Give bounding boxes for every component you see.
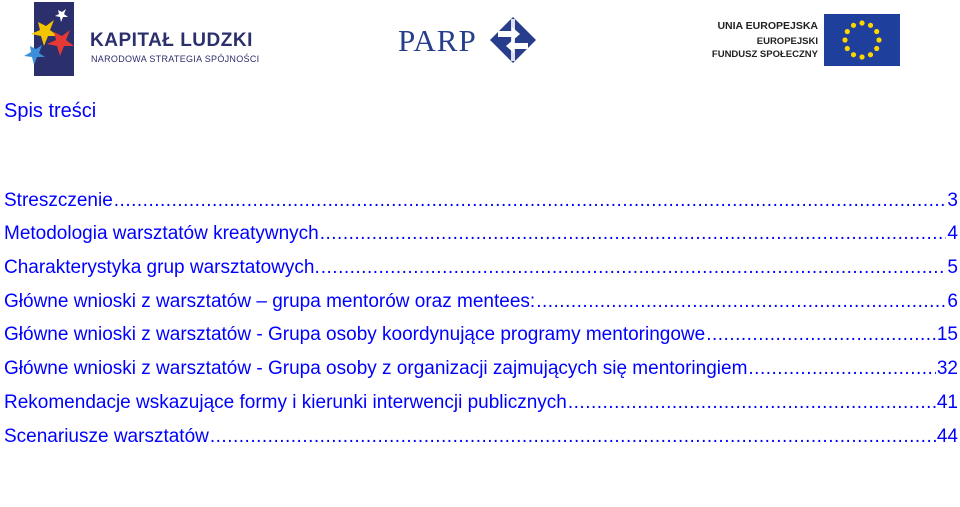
eu-line2: EUROPEJSKI (756, 36, 818, 47)
table-of-contents (4, 178, 958, 448)
eu-flag-icon (824, 14, 900, 66)
toc-entry-page[interactable]: 32 (936, 358, 958, 380)
kapital-ludzki-emblem-icon (24, 2, 86, 78)
page-header (0, 0, 960, 80)
toc-heading: Spis treści (4, 100, 97, 122)
kapital-ludzki-subtitle: NARODOWA STRATEGIA SPÓJNOŚCI (91, 54, 260, 64)
toc-leader-dots (210, 426, 936, 448)
toc-leader-dots (320, 223, 947, 245)
eu-line3: FUNDUSZ SPOŁECZNY (711, 49, 818, 60)
toc-leader-dots (321, 257, 947, 279)
toc-entry[interactable] (4, 414, 958, 448)
toc-leader-dots (706, 324, 936, 346)
toc-entry-page[interactable]: 44 (936, 425, 958, 447)
toc-entry-title[interactable]: Główne wnioski z warsztatów - Grupa osoby koordynujące programy mentoringowe (4, 324, 706, 346)
toc-entry-title[interactable]: Metodologia warsztatów kreatywnych (4, 223, 319, 245)
toc-leader-dots (568, 392, 936, 414)
toc-entry-title[interactable]: Streszczenie (4, 189, 113, 211)
toc-leader-dots (748, 358, 935, 380)
toc-entry[interactable] (4, 313, 958, 347)
toc-entry[interactable] (4, 178, 958, 212)
parp-logo (398, 15, 540, 65)
toc-entry-title[interactable]: Scenariusze warsztatów (4, 425, 209, 447)
toc-entry[interactable] (4, 212, 958, 246)
eu-line1: UNIA EUROPEJSKA (717, 20, 818, 32)
toc-entry-page[interactable]: 6 (947, 290, 958, 312)
toc-entry[interactable] (4, 279, 958, 313)
toc-entry-page[interactable]: 3 (947, 189, 958, 211)
toc-leader-dots (114, 190, 947, 212)
toc-entry-page[interactable]: 5 (947, 257, 958, 279)
toc-leader-dots (536, 291, 946, 313)
toc-entry[interactable] (4, 380, 958, 414)
toc-entry[interactable] (4, 245, 958, 279)
toc-entry-title[interactable]: Główne wnioski z warsztatów – grupa mentorów oraz mentees: (4, 290, 536, 312)
eu-efs-logo (712, 14, 900, 68)
toc-entry-title[interactable]: Charakterystyka grup warsztatowych. (4, 257, 320, 279)
toc-entry-page[interactable]: 4 (947, 223, 958, 245)
kapital-ludzki-logo (24, 2, 274, 78)
toc-entry[interactable] (4, 346, 958, 380)
parp-emblem-icon (488, 15, 538, 65)
parp-wordmark: PARP (398, 23, 477, 58)
toc-entry-title[interactable]: Rekomendacje wskazujące formy i kierunki interwencji publicznych (4, 391, 567, 413)
toc-entry-page[interactable]: 15 (936, 324, 958, 346)
kapital-ludzki-title: KAPITAŁ LUDZKI (90, 30, 253, 51)
toc-entry-title[interactable]: Główne wnioski z warsztatów - Grupa osoby z organizacji zajmujących się mentoringiem (4, 358, 748, 380)
toc-entry-page[interactable]: 41 (936, 391, 958, 413)
